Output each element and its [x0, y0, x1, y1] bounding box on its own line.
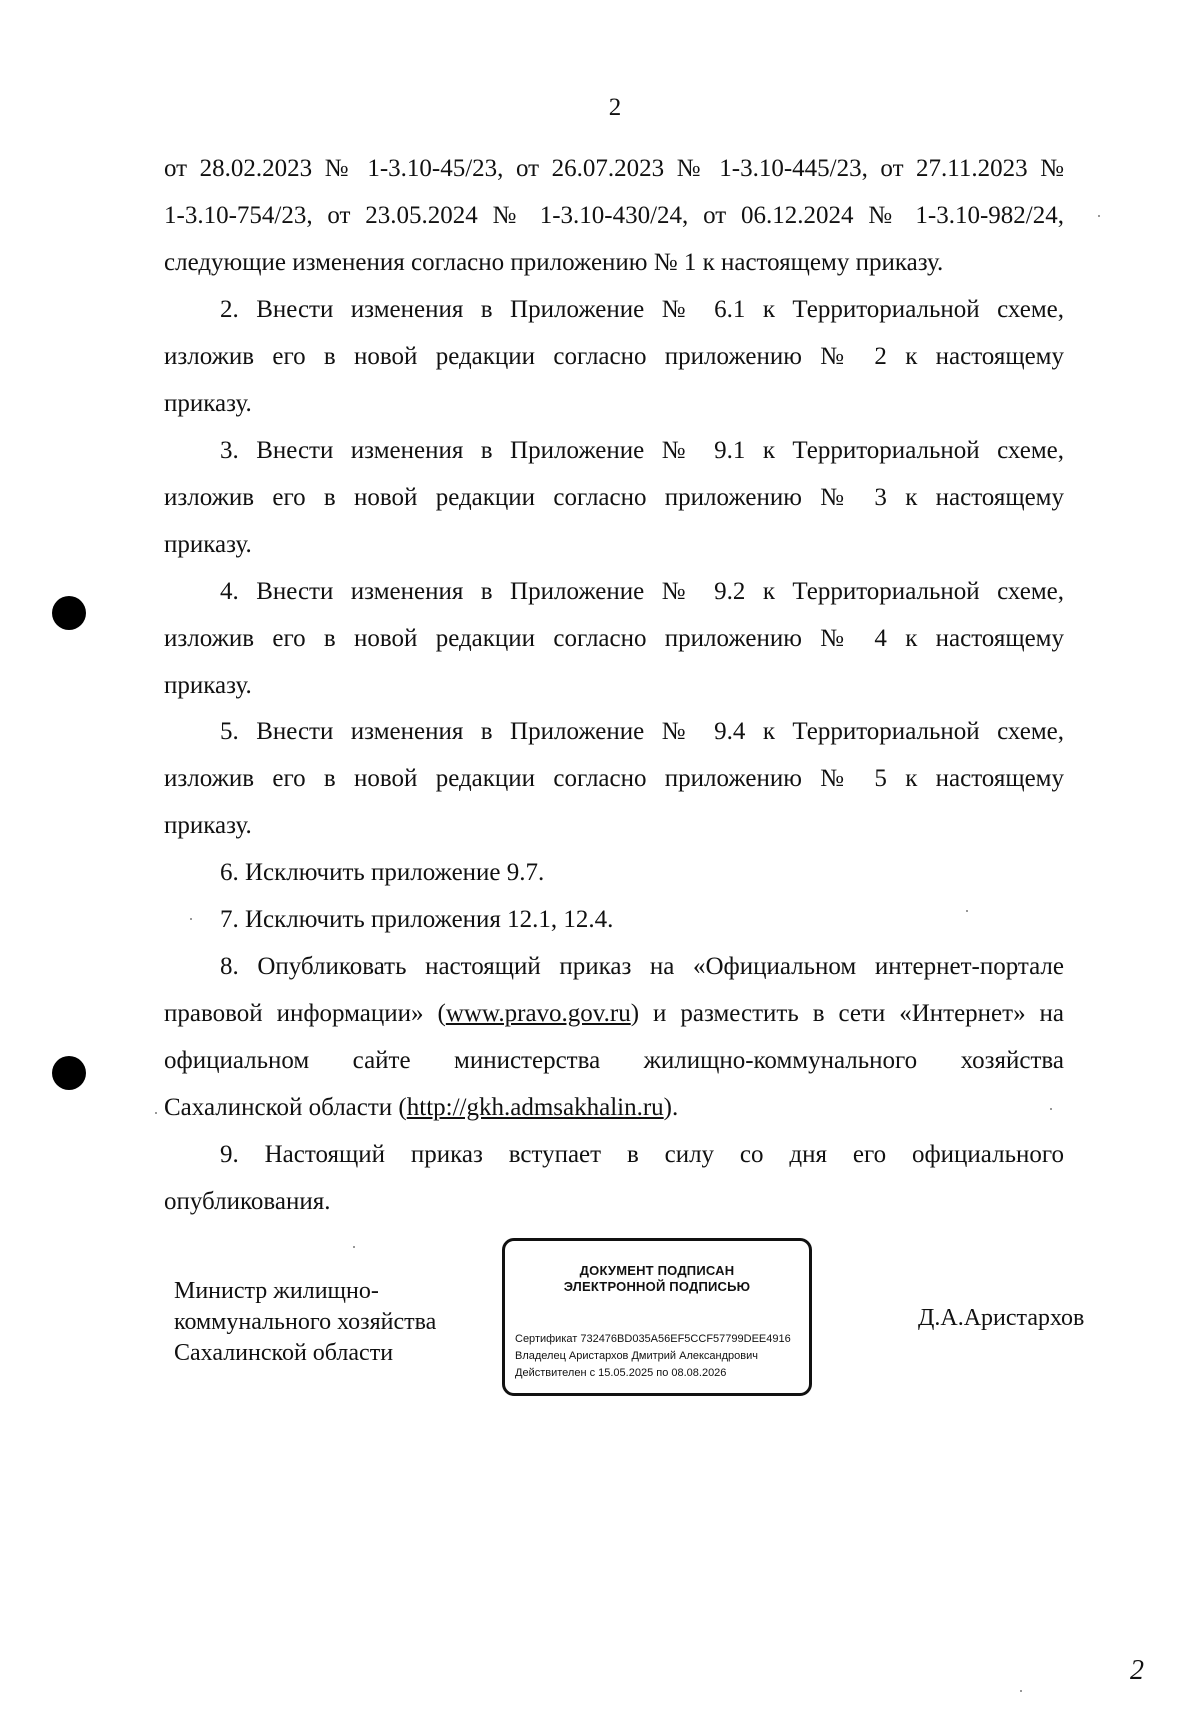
- stamp-validity: Действителен с 15.05.2025 по 08.08.2026: [515, 1367, 727, 1379]
- scan-speck: [1020, 1690, 1022, 1692]
- scan-speck: [155, 1112, 157, 1114]
- body-line: приказу.: [164, 390, 252, 417]
- body-line: следующие изменения согласно приложению № 1 к настоящему приказу.: [164, 249, 944, 276]
- pravo-link[interactable]: www.pravo.gov.ru: [445, 1000, 631, 1027]
- body-line: 9. Настоящий приказ вступает в силу со дня его официального: [220, 1141, 1064, 1168]
- punch-hole-icon: [52, 596, 86, 630]
- signer-position-line: коммунального хозяйства: [174, 1309, 437, 1335]
- stamp-certificate: Сертификат 732476BD035A56EF5CCF57799DEE4916: [515, 1333, 791, 1345]
- page-number: 2: [608, 94, 622, 121]
- body-line: изложив его в новой редакции согласно приложению № 2 к настоящему: [164, 343, 1064, 370]
- body-line: 7. Исключить приложения 12.1, 12.4.: [220, 906, 614, 933]
- electronic-signature-stamp: [502, 1238, 812, 1396]
- body-line: приказу.: [164, 812, 252, 839]
- signer-name: Д.А.Аристархов: [918, 1305, 1085, 1331]
- scan-speck: [1098, 215, 1100, 217]
- signer-position: [174, 1276, 436, 1369]
- scan-speck: [353, 1246, 355, 1248]
- body-line: опубликования.: [164, 1188, 331, 1215]
- stamp-title: ДОКУМЕНТ ПОДПИСАН: [579, 1263, 735, 1278]
- body-line: Сахалинской области (http://gkh.admsakhalin.ru).: [164, 1094, 679, 1121]
- stamp-owner: Владелец Аристархов Дмитрий Александрович: [515, 1350, 758, 1362]
- gkh-link[interactable]: http://gkh.admsakhalin.ru: [406, 1094, 664, 1121]
- body-line: 8. Опубликовать настоящий приказ на «Официальном интернет-портале: [220, 953, 1064, 980]
- body-line: 3. Внести изменения в Приложение № 9.1 к Территориальной схеме,: [220, 437, 1064, 464]
- body-line: 5. Внести изменения в Приложение № 9.4 к Территориальной схеме,: [220, 718, 1064, 745]
- punch-hole-icon: [52, 1056, 86, 1090]
- body-line: 1-3.10-754/23, от 23.05.2024 № 1-3.10-430/24, от 06.12.2024 № 1-3.10-982/24,: [164, 202, 1064, 229]
- signer-position-line: Сахалинской области: [174, 1340, 394, 1366]
- body-line: 2. Внести изменения в Приложение № 6.1 к Территориальной схеме,: [220, 296, 1064, 323]
- body-line: от 28.02.2023 № 1-3.10-45/23, от 26.07.2023 № 1-3.10-445/23, от 27.11.2023 №: [164, 155, 1064, 182]
- signer-position-line: Министр жилищно-: [174, 1278, 379, 1304]
- scan-speck: [966, 910, 968, 912]
- body-line: 6. Исключить приложение 9.7.: [220, 859, 545, 886]
- body-line: изложив его в новой редакции согласно приложению № 5 к настоящему: [164, 765, 1064, 792]
- scan-speck: [190, 918, 192, 920]
- body-line: изложив его в новой редакции согласно приложению № 4 к настоящему: [164, 625, 1064, 652]
- body-line: официальном сайте министерства жилищно-коммунального хозяйства: [164, 1047, 1064, 1074]
- body-line: правовой информации» (www.pravo.gov.ru) и разместить в сети «Интернет» на: [164, 1000, 1064, 1027]
- body-line: изложив его в новой редакции согласно приложению № 3 к настоящему: [164, 484, 1064, 511]
- scan-speck: [1050, 1108, 1052, 1110]
- body-line: 4. Внести изменения в Приложение № 9.2 к Территориальной схеме,: [220, 578, 1064, 605]
- body-line: приказу.: [164, 531, 252, 558]
- stamp-title: ЭЛЕКТРОННОЙ ПОДПИСЬЮ: [563, 1279, 751, 1294]
- handwritten-page-mark: 2: [1130, 1655, 1144, 1686]
- body-line: приказу.: [164, 672, 252, 699]
